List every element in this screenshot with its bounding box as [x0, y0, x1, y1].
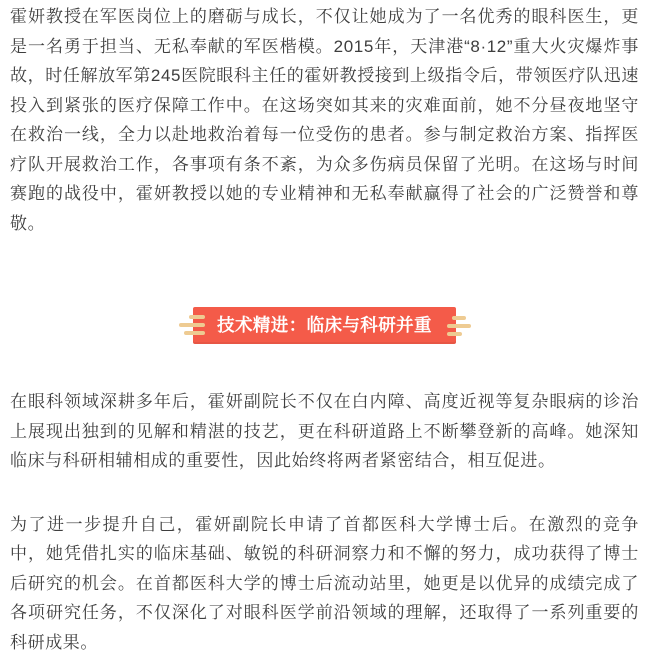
article-paragraph-3: 为了进一步提升自己，霍妍副院长申请了首都医科大学博士后。在激烈的竞争中，她凭借扎实的临床基础、敏锐的科研洞察力和不懈的努力，成功获得了博士后研究的机会。在首都医科大学的博士后流动站里，她更是以优异的成绩完成了各项研究任务，不仅深化了对眼科医学前沿领域的理解，还取得了一系列重要的科研成果。 — [10, 510, 639, 657]
article-paragraph-1: 霍妍教授在军医岗位上的磨砺与成长，不仅让她成为了一名优秀的眼科医生，更是一名勇于担当、无私奉献的军医楷模。2015年，天津港“8·12”重大火灾爆炸事故，时任解放军第245医院眼科主任的霍妍教授接到上级指令后，带领医疗队迅速投入到紧张的医疗保障工作中。在这场突如其来的灾难面前，她不分昼夜地坚守在救治一线，全力以赴地救治着每一位受伤的患者。参与制定救治方案、指挥医疗队开展救治工作，各事项有条不紊，为众多伤病员保留了光明。在这场与时间赛跑的战役中，霍妍教授以她的专业精神和无私奉献赢得了社会的广泛赞誉和尊敬。 — [10, 2, 639, 238]
article-paragraph-2: 在眼科领域深耕多年后，霍妍副院长不仅在白内障、高度近视等复杂眼病的诊治上展现出独到的见解和精湛的技艺，更在科研道路上不断攀登新的高峰。她深知临床与科研相辅相成的重要性，因此始终将两者紧密结合，相互促进。 — [10, 387, 639, 476]
speed-lines-right-icon — [447, 324, 471, 328]
speed-lines-right-icon — [447, 332, 462, 336]
speed-lines-right-icon — [452, 316, 466, 320]
section-banner-row — [10, 307, 639, 344]
section-banner-title: 技术精进：临床与科研并重 — [217, 315, 432, 335]
speed-lines-left-icon — [179, 323, 205, 327]
speed-lines-left-icon — [184, 331, 205, 335]
section-banner — [193, 307, 456, 344]
speed-lines-left-icon — [189, 315, 205, 319]
